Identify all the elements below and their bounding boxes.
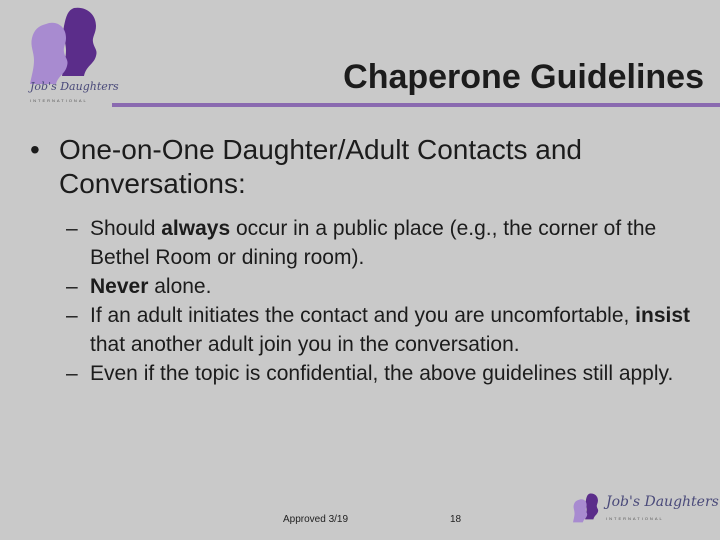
logo-subtext: INTERNATIONAL bbox=[30, 98, 88, 103]
silhouette-logo-icon bbox=[570, 490, 604, 526]
silhouette-logo-icon bbox=[22, 6, 112, 86]
dash-marker: – bbox=[66, 362, 78, 385]
sub-bullet bbox=[66, 301, 706, 359]
jobs-daughters-logo bbox=[22, 6, 119, 106]
emphasis-text: always bbox=[161, 217, 231, 240]
sub-bullet bbox=[66, 272, 706, 301]
title-divider bbox=[112, 103, 720, 107]
sub-bullet-text: Should bbox=[90, 217, 162, 240]
main-bullet-line-2: Conversations: bbox=[59, 168, 246, 199]
sub-bullet-text: Even if the topic is confidential, the above guidelines still apply. bbox=[90, 362, 674, 385]
footer-logo-script: Job's Daughters bbox=[606, 494, 719, 510]
dash-marker: – bbox=[66, 304, 78, 327]
main-bullet-line-1: One-on-One Daughter/Adult Contacts and bbox=[59, 134, 582, 165]
dash-marker: – bbox=[66, 275, 78, 298]
sub-bullet-text: occur in a public place (e.g., the corner of the Bethel Room or dining room). bbox=[90, 217, 657, 269]
sub-bullet-text: that another adult join you in the conversation. bbox=[90, 333, 520, 356]
footer-logo bbox=[570, 490, 719, 530]
sub-bullet bbox=[66, 359, 706, 388]
bullet-marker: • bbox=[30, 134, 40, 165]
footer-approved-date: Approved 3/19 bbox=[283, 514, 349, 525]
sub-bullet-text: alone. bbox=[148, 275, 212, 298]
emphasis-text: insist bbox=[635, 304, 691, 327]
footer-logo-subtext: INTERNATIONAL bbox=[606, 516, 664, 521]
sub-bullet bbox=[66, 214, 706, 272]
emphasis-text: Never bbox=[90, 275, 149, 298]
main-bullet bbox=[30, 133, 710, 201]
page-number: 18 bbox=[450, 514, 462, 525]
logo-script-text: Job's Daughters bbox=[30, 80, 119, 93]
slide-title: Chaperone Guidelines bbox=[343, 58, 704, 96]
sub-bullet-list bbox=[66, 214, 706, 388]
sub-bullet-text: If an adult initiates the contact and you are uncomfortable, bbox=[90, 304, 636, 327]
dash-marker: – bbox=[66, 217, 78, 240]
